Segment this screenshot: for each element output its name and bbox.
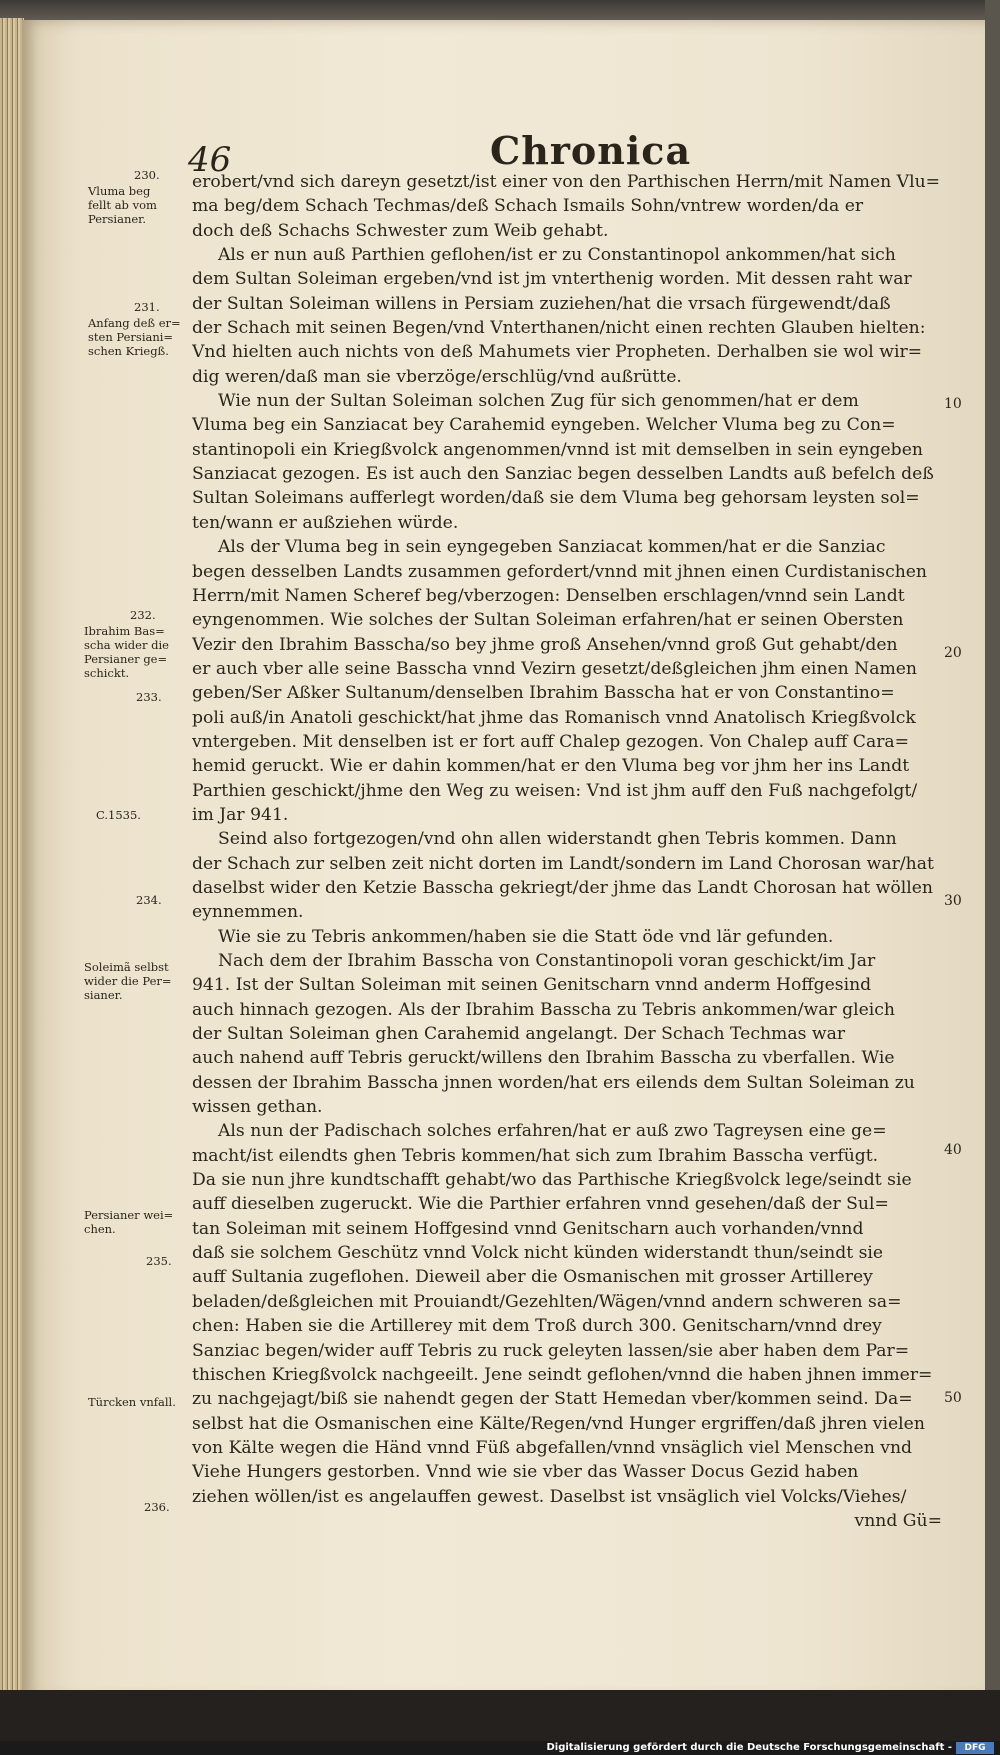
text-line: macht/ist eilendts ghen Tebris kommen/hat sich zum Ibrahim Basscha verfügt.	[192, 1145, 879, 1166]
text-line: von Kälte wegen die Händ vnnd Füß abgefallen/vnnd vnsäglich viel Menschen vnd	[192, 1437, 913, 1458]
text-line: erobert/vnd sich dareyn gesetzt/ist einer von den Parthischen Herrn/mit Namen Vlu=	[192, 172, 941, 192]
text-line: vntergeben. Mit denselben ist er fort auff Chalep gezogen. Von Chalep auff Cara=	[192, 731, 910, 752]
text-line: Sanziac begen/wider auff Tebris zu ruck geleyten lassen/sie aber haben dem Par=	[192, 1340, 910, 1361]
text-line: dessen der Ibrahim Basscha jnnen worden/hat ers eilends dem Sultan Soleiman zu	[192, 1072, 915, 1093]
text-line: der Schach zur selben zeit nicht dorten im Landt/sondern im Land Chorosan war/hat	[192, 853, 934, 874]
text-line: daselbst wider den Ketzie Basscha gekriegt/der jhme das Landt Chorosan hat wöllen	[192, 877, 933, 898]
text-line: auff dieselben zugeruckt. Wie die Parthier erfahren vnnd gesehen/daß der Sul=	[192, 1194, 889, 1215]
text-line: dig weren/daß man sie vberzöge/erschlüg/vnd außrütte.	[192, 366, 682, 387]
text-line: 941. Ist der Sultan Soleiman mit seinen Genitscharn vnnd anderm Hoffgesind	[192, 975, 872, 996]
margin-note-number: 233.	[136, 690, 162, 704]
text-line: zu nachgejagt/biß sie nahendt gegen der Statt Hemedan vber/kommen seind. Da=	[192, 1389, 913, 1410]
text-line: Herrn/mit Namen Scheref beg/vberzogen: Denselben erschlagen/vnnd sein Landt	[192, 585, 905, 606]
text-line: Nach dem der Ibrahim Basscha von Constantinopoli voran geschickt/im Jar	[218, 951, 876, 971]
text-line: vnnd Gü=	[854, 1510, 942, 1531]
text-line: daß sie solchem Geschütz vnnd Volck nicht künden widerstandt thun/seindt sie	[192, 1243, 884, 1264]
margin-note-number: 235.	[146, 1254, 172, 1268]
body-text	[192, 170, 942, 1533]
running-head: Chronica	[490, 128, 692, 173]
line-number: 20	[944, 645, 962, 661]
line-number: 50	[944, 1390, 962, 1406]
text-line: im Jar 941.	[192, 804, 289, 825]
dfg-logo: DFG	[956, 1742, 994, 1754]
text-line: auff Sultania zugeflohen. Dieweil aber die Osmanischen mit grosser Artillerey	[192, 1267, 873, 1288]
footer-credit: Digitalisierung gefördert durch die Deutsche Forschungsgemeinschaft -	[546, 1742, 952, 1753]
text-line: er auch vber alle seine Basscha vnnd Vezirn gesetzt/deßgleichen jhm einen Namen	[192, 658, 917, 679]
text-line: Als nun der Padischach solches erfahren/hat er auß zwo Tagreysen eine ge=	[218, 1121, 887, 1142]
text-line: der Sultan Soleiman ghen Carahemid angelangt. Der Schach Techmas war	[192, 1024, 846, 1045]
text-line: beladen/deßgleichen mit Prouiandt/Gezehlten/Wägen/vnnd andern schweren sa=	[192, 1291, 902, 1312]
text-line: der Sultan Soleiman willens in Persiam zuziehen/hat die vrsach fürgewendt/daß	[192, 293, 891, 314]
margin-note-number: 236.	[144, 1500, 170, 1514]
text-line: poli auß/in Anatoli geschickt/hat jhme das Romanisch vnnd Anatolisch Kriegßvolck	[192, 707, 916, 728]
text-line: der Schach mit seinen Begen/vnd Vnterthanen/nicht einen rechten Glauben hielten:	[192, 318, 926, 339]
text-line: Da sie nun jhre kundtschafft gehabt/wo das Parthische Kriegßvolck lege/seindt sie	[192, 1170, 912, 1191]
text-line: stantinopoli ein Kriegßvolck angenommen/vnnd ist mit demselben in sein eyngeben	[192, 439, 923, 460]
line-number: 30	[944, 893, 962, 909]
text-line: auch nahend auff Tebris geruckt/willens den Ibrahim Basscha zu vberfallen. Wie	[192, 1048, 895, 1069]
margin-note-number: 232.	[130, 608, 156, 622]
margin-note-number: C.1535.	[96, 808, 141, 822]
page-edges-stack	[0, 18, 24, 1698]
page-number: 46	[188, 140, 232, 180]
right-edge	[985, 0, 1000, 1700]
margin-note-text: Persianer wei= chen.	[84, 1208, 174, 1236]
text-line: Vnd hielten auch nichts von deß Mahumets vier Propheten. Derhalben sie wol wir=	[192, 342, 923, 363]
text-line: eynnemmen.	[192, 902, 304, 923]
text-line: Vluma beg ein Sanziacat bey Carahemid eyngeben. Welcher Vluma beg zu Con=	[192, 415, 896, 436]
line-number: 40	[944, 1142, 962, 1158]
margin-note-text: Soleimã selbst wider die Per= sianer.	[84, 960, 172, 1002]
text-line: thischen Kriegßvolck nachgeeilt. Jene seindt geflohen/vnnd die haben jhnen immer=	[192, 1364, 933, 1385]
text-line: Wie nun der Sultan Soleiman solchen Zug für sich genommen/hat er dem	[218, 391, 859, 412]
text-line: ten/wann er außziehen würde.	[192, 512, 459, 533]
text-line: Viehe Hungers gestorben. Vnnd wie sie vber das Wasser Docus Gezid haben	[192, 1462, 859, 1483]
text-line: geben/Ser Aßker Sultanum/denselben Ibrahim Basscha hat er von Constantino=	[192, 683, 895, 704]
text-line: auch hinnach gezogen. Als der Ibrahim Basscha zu Tebris ankommen/war gleich	[192, 999, 895, 1020]
margin-note-text: Ibrahim Bas= scha wider die Persianer ge= schickt.	[84, 624, 169, 680]
text-line: selbst hat die Osmanischen eine Kälte/Regen/vnd Hunger ergriffen/daß jhren vielen	[192, 1413, 925, 1434]
text-line: wissen gethan.	[192, 1097, 323, 1118]
text-line: Als der Vluma beg in sein eyngegeben Sanziacat kommen/hat er die Sanziac	[218, 537, 886, 558]
margin-note-number: 231.	[134, 300, 160, 314]
text-line: Sultan Soleimans aufferlegt worden/daß sie dem Vluma beg gehorsam leysten sol=	[192, 488, 920, 509]
margin-note-number: 230.	[134, 168, 160, 182]
text-line: ziehen wöllen/ist es angelauffen gewest. Daselbst ist vnsäglich viel Volcks/Viehes/	[192, 1486, 907, 1507]
text-line: eyngenommen. Wie solches der Sultan Soleiman erfahren/hat er seinen Obersten	[192, 610, 904, 631]
text-line: Seind also fortgezogen/vnd ohn allen widerstandt ghen Tebris kommen. Dann	[218, 829, 897, 850]
text-line: chen: Haben sie die Artillerey mit dem Troß durch 300. Genitscharn/vnnd drey	[192, 1316, 882, 1337]
text-line: tan Soleiman mit seinem Hoffgesind vnnd Genitscharn auch vorhanden/vnnd	[192, 1218, 864, 1239]
text-line: Wie sie zu Tebris ankommen/haben sie die Statt öde vnd lär gefunden.	[218, 926, 834, 947]
text-line: Als er nun auß Parthien geflohen/ist er zu Constantinopol ankommen/hat sich	[218, 245, 896, 266]
text-line: Parthien geschickt/jhme den Weg zu weisen: Vnd ist jhm auff den Fuß nachgefolgt/	[192, 780, 918, 801]
text-line: doch deß Schachs Schwester zum Weib gehabt.	[192, 220, 609, 241]
text-line: Sanziacat gezogen. Es ist auch den Sanziac begen desselben Landts auß befelch deß	[192, 464, 934, 485]
text-line: hemid geruckt. Wie er dahin kommen/hat er den Vluma beg vor jhm her ins Landt	[192, 756, 910, 777]
text-line: ma beg/dem Schach Techmas/deß Schach Ismails Sohn/vntrew worden/da er	[192, 196, 864, 217]
margin-note-text: Anfang deß er= sten Persiani= schen Kriegß.	[88, 316, 181, 358]
text-line: begen desselben Landts zusammen gefordert/vnnd mit jhnen einen Curdistanischen	[192, 561, 928, 582]
text-line: dem Sultan Soleiman ergeben/vnd ist jm vnterthenig worden. Mit dessen raht war	[192, 269, 912, 290]
text-line: Vezir den Ibrahim Basscha/so bey jhme groß Ansehen/vnnd groß Gut gehabt/den	[192, 634, 898, 655]
margin-note-text: Türcken vnfall.	[88, 1395, 176, 1409]
margin-note-text: Vluma beg fellt ab vom Persianer.	[88, 184, 157, 226]
margin-note-number: 234.	[136, 893, 162, 907]
line-number: 10	[944, 396, 962, 412]
